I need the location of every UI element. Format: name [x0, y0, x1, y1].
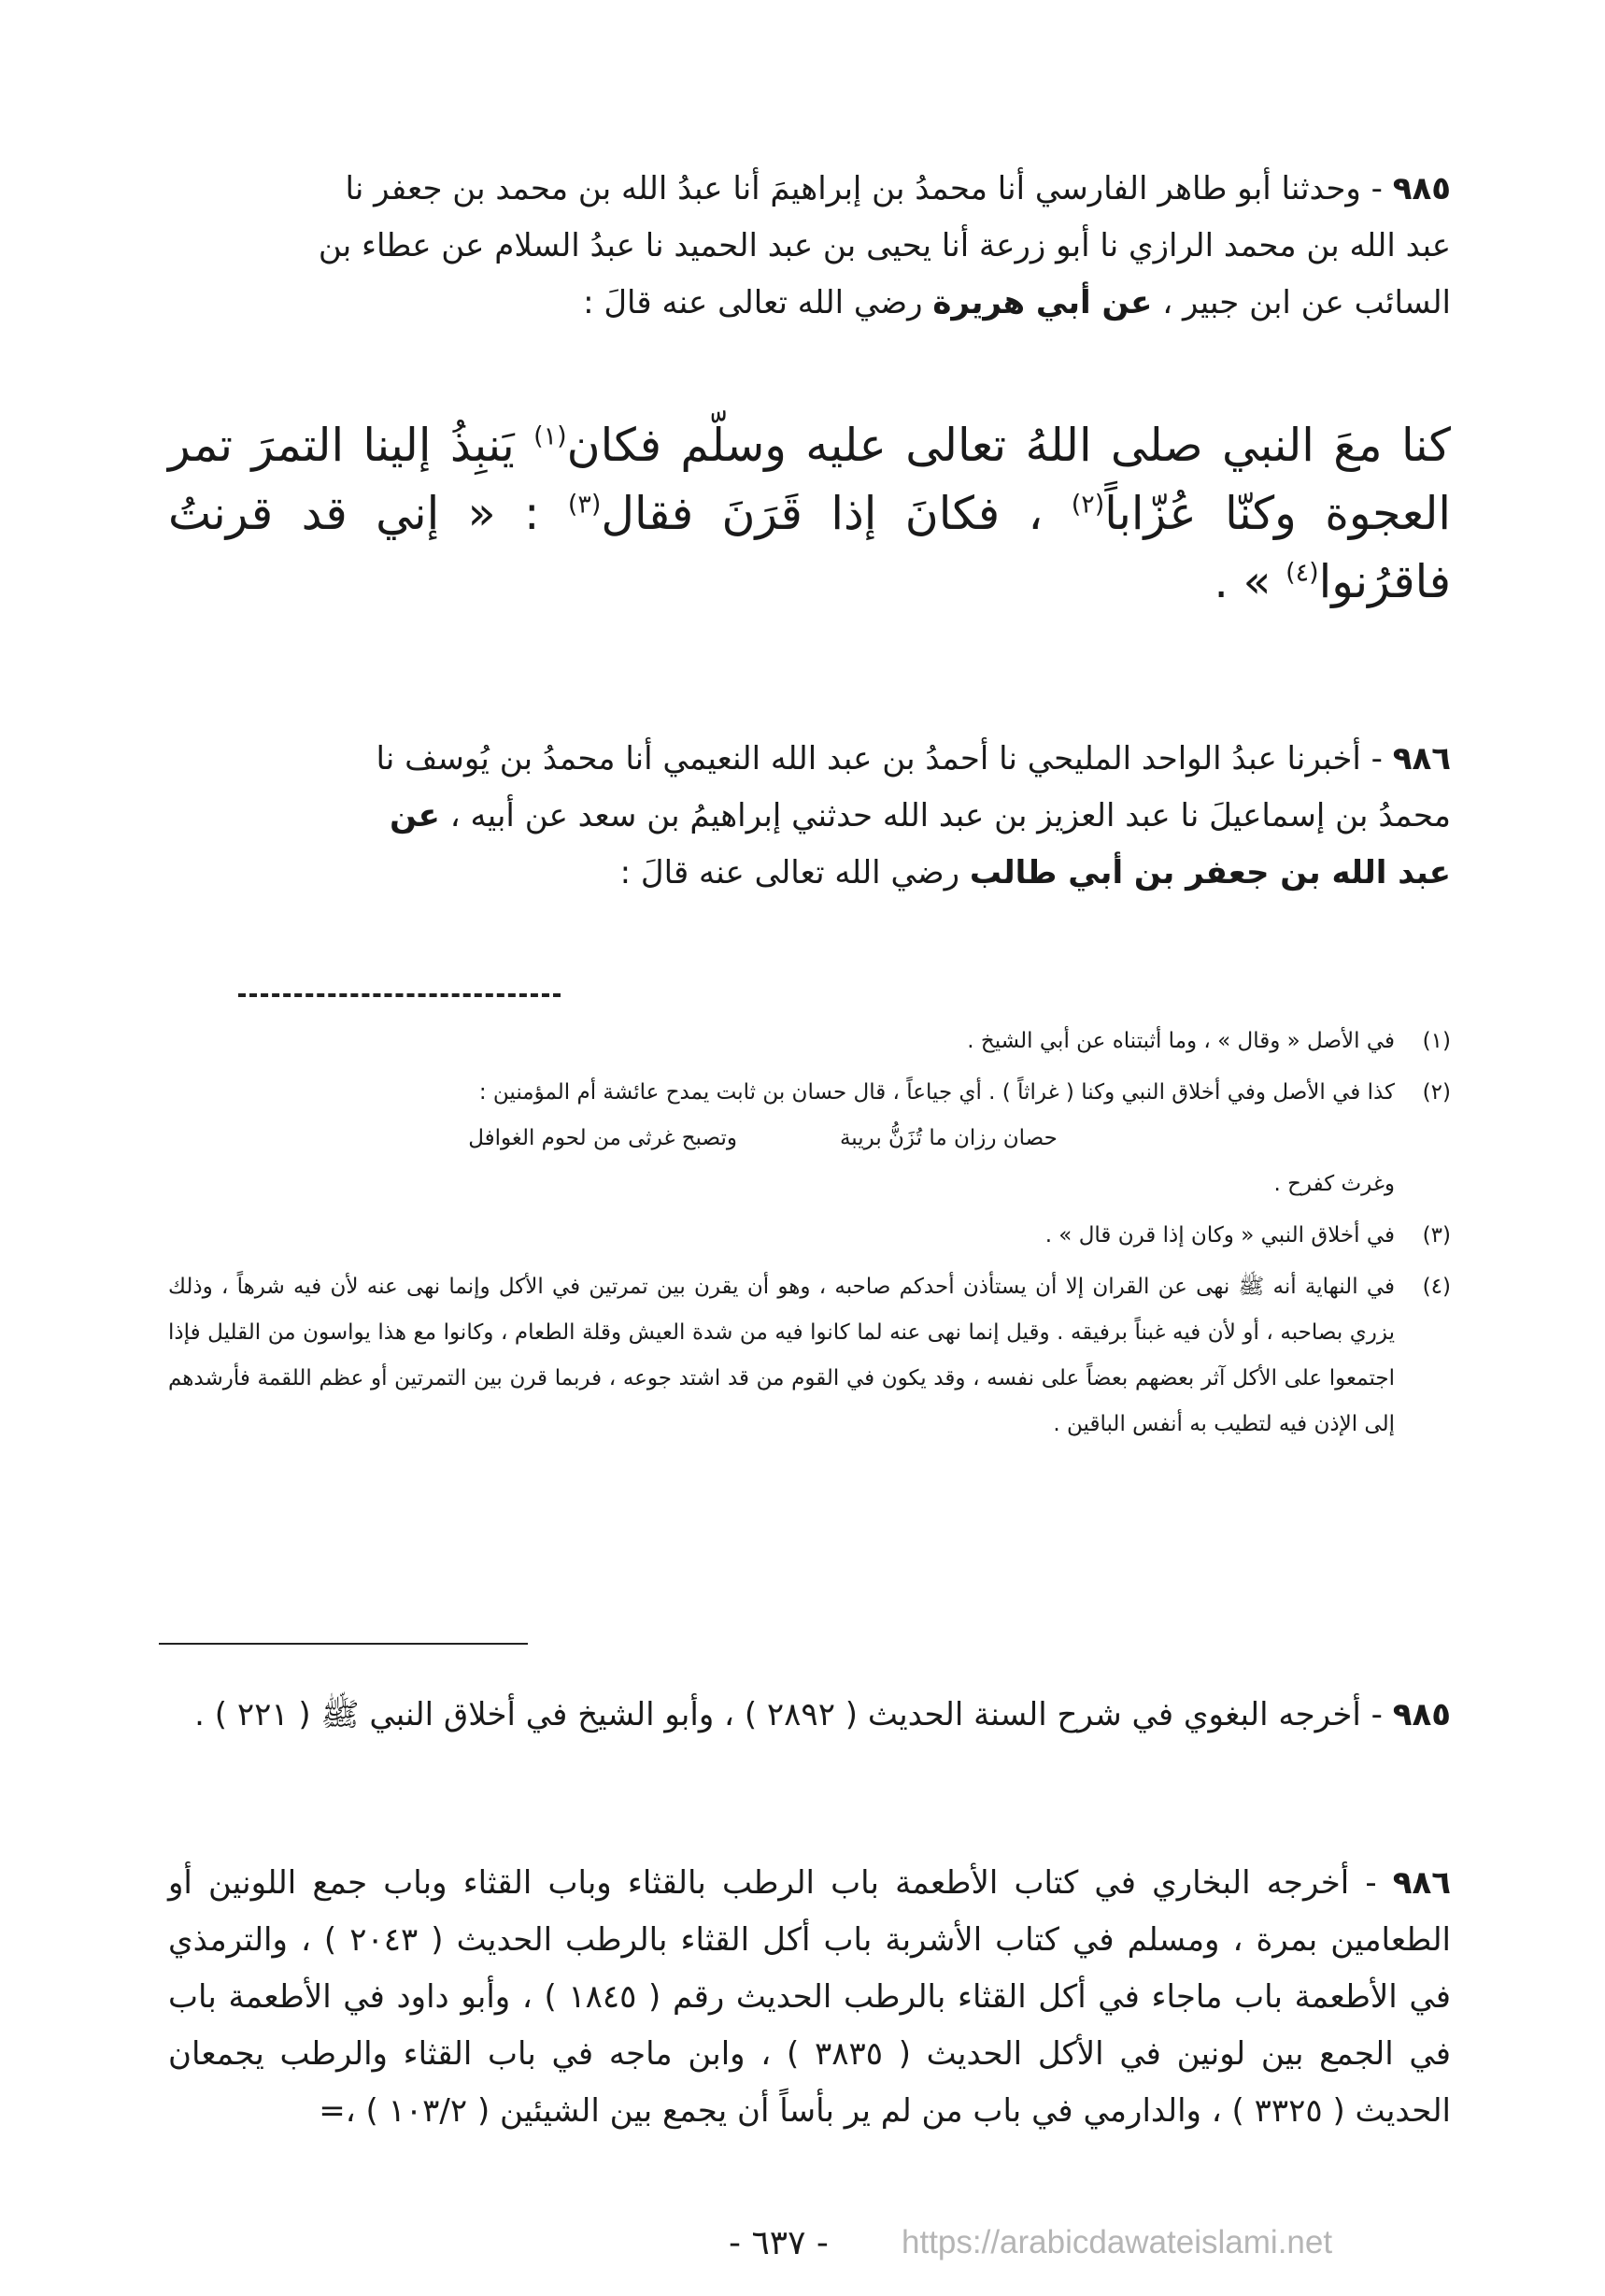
page-footer: [0, 2224, 1605, 2280]
paragraph-985-line-1: [168, 161, 1451, 218]
matn-text: كنا معَ النبي صلى اللهُ تعالى عليه وسلّم فكان: [566, 419, 1452, 472]
footnote-text-line: كذا في الأصل وفي أخلاق النبي وكنا ( غراثاً ) . أي جياعاً ، قال حسان بن ثابت يمدح عائشة أم المؤمنين :: [478, 1080, 1395, 1105]
matn-text: » .: [1214, 555, 1271, 608]
paragraph-986: [168, 731, 1451, 902]
takhrij-text: - أخرجه البخاري في كتاب الأطعمة باب الرطب بالقثاء وباب القثاء وباب جمع اللونين أو الطعامين بمرة ، ومسلم في كتاب الأشربة باب أكل القثاء بالرطب الحديث ( ٢٠٤٣ ) ، والترمذي في الأطعمة باب ماجاء في أكل القثاء بالرطب الحديث رقم ( ١٨٤٥ ) ، وأبو داود في الأطعمة باب في الجمع بين لونين في الأكل الحديث ( ٣٨٣٥ ) ، وابن ماجه في باب القثاء والرطب يجمعان الحديث ( ٣٣٢٥ ) ، والدارمي في باب من لم ير بأساً أن يجمع بين الشيئين ( ١٠٣/٢ ) ،=: [168, 1864, 1452, 2130]
footnote-ref: (١): [533, 421, 567, 451]
poem-verse: [168, 1116, 1395, 1162]
isnad-text: السائب عن ابن جبير ،: [1162, 284, 1451, 321]
footnote-mark: (٤): [1422, 1275, 1451, 1299]
takhrij-separator: [159, 1643, 528, 1645]
footnote-mark: (٣): [1422, 1223, 1451, 1248]
paragraph-985: [168, 161, 1451, 332]
footnote-text: في أخلاق النبي « وكان إذا قرن قال » .: [1044, 1223, 1395, 1248]
matn-text: يَنبِذُ إلينا التمرَ تمر العجوة وكنّا عُزّاباً: [168, 419, 1451, 540]
takhrij-text: - أخرجه البغوي في شرح السنة الحديث ( ٢٨٩٢ ) ، وأبو الشيخ في أخلاق النبي ﷺ ( ٢٢١ ) .: [194, 1696, 1383, 1733]
hadith-number: ٩٨٥: [1392, 1696, 1451, 1733]
page-number: - ٦٣٧ -: [729, 2224, 829, 2262]
matn-text: ، فكانَ إذا قَرَنَ فقال: [601, 487, 1044, 540]
paragraph-986-line-1: [168, 731, 1451, 788]
narrator-name: عن أبي هريرة: [932, 284, 1153, 321]
isnad-text: رضي الله تعالى عنه قالَ :: [619, 854, 960, 891]
paragraph-986-line-3: [168, 845, 1451, 902]
poem-hemistich: وتصبح غرثى من لحوم الغوافل: [468, 1126, 737, 1150]
isnad-text: رضي الله تعالى عنه قالَ :: [583, 284, 923, 321]
footnote-text: في النهاية أنه ﷺ نهى عن القران إلا أن يستأذن أحدكم صاحبه ، وهو أن يقرن بين تمرتين في الأكل وإنما نهى عنه لأن فيه شرهاً ، وذلك يزري بصاحبه ، أو لأن فيه غبناً برفيقه . وقيل إنما نهى عنه لما كانوا فيه من شدة العيش وقلة الطعام ، وكانوا مع هذا يواسون من القليل فإذا اجتمعوا على الأكل آثر بعضهم بعضاً على نفسه ، وقد يكون في القوم من قد اشتد جوعه ، فربما قرن بين التمرتين أو عظم اللقمة فأرشدهم إلى الإذن فيه لتطيب به أنفس الباقين .: [168, 1275, 1395, 1436]
footnote-ref: (٢): [1071, 490, 1105, 520]
footnote-text: في الأصل « وقال » ، وما أثبتناه عن أبي الشيخ .: [967, 1029, 1395, 1053]
footnote-text-line: وغرث كفرح .: [1273, 1172, 1395, 1196]
takhrij-986: [168, 1855, 1451, 2140]
isnad-text: - وحدثنا أبو طاهر الفارسي أنا محمدُ بن إبراهيمَ أنا عبدُ الله بن محمد بن جعفر نا: [345, 170, 1383, 207]
footnote-1: [168, 1019, 1451, 1064]
matn-text: : « إني قد قرنتُ فاقرُنوا: [168, 487, 1451, 608]
hadith-number: ٩٨٥: [1392, 170, 1451, 207]
hadith-985-text: [168, 411, 1451, 616]
hadith-number: ٩٨٦: [1392, 1864, 1452, 1902]
narrator-name: عن: [390, 797, 440, 834]
poem-hemistich: حصان رزان ما تُزَنُّ بريبة: [839, 1126, 1058, 1150]
footnote-3: [168, 1213, 1451, 1259]
footnote-mark: (١): [1422, 1029, 1451, 1053]
watermark-url: https://arabicdawateislami.net: [902, 2224, 1333, 2260]
hadith-number: ٩٨٦: [1392, 740, 1451, 777]
footnote-ref: (٣): [567, 490, 602, 520]
paragraph-985-line-3: [168, 275, 1451, 332]
footnote-ref: (٤): [1285, 558, 1319, 588]
footnote-2: [168, 1070, 1451, 1207]
paragraph-985-line-2: [168, 218, 1451, 275]
footnote-mark: (٢): [1422, 1080, 1451, 1105]
isnad-text: - أخبرنا عبدُ الواحد المليحي نا أحمدُ بن عبد الله النعيمي أنا محمدُ بن يُوسف نا: [376, 740, 1383, 777]
paragraph-986-line-2: [168, 788, 1451, 845]
footnotes: [168, 1019, 1451, 1453]
footnote-separator: [238, 993, 561, 997]
isnad-text: محمدُ بن إسماعيلَ نا عبد العزيز بن عبد الله حدثني إبراهيمُ بن سعد عن أبيه ،: [449, 797, 1451, 834]
footnote-4: [168, 1264, 1451, 1447]
narrator-name: عبد الله بن جعفر بن أبي طالب: [969, 854, 1451, 891]
isnad-text: عبد الله بن محمد الرازي نا أبو زرعة أنا يحيى بن عبد الحميد نا عبدُ السلام عن عطاء بن: [318, 227, 1451, 264]
footnote-text: [168, 1070, 1395, 1207]
takhrij-985: [168, 1687, 1451, 1744]
